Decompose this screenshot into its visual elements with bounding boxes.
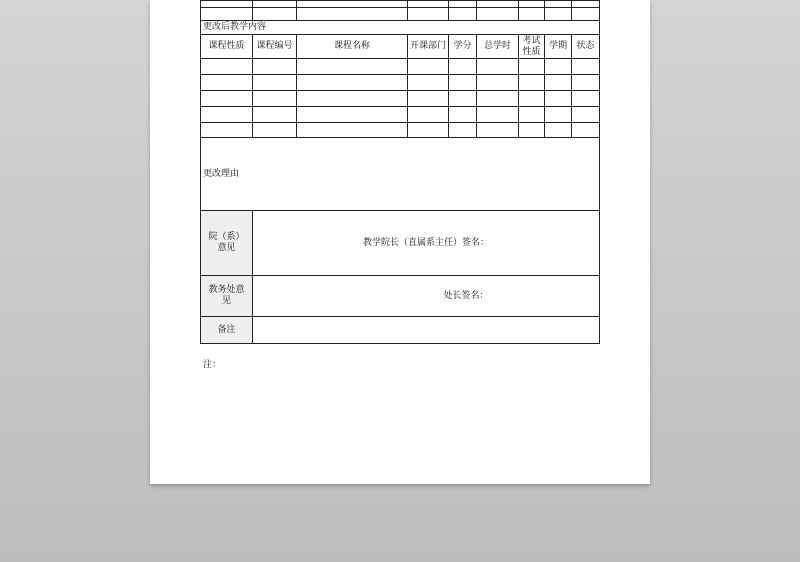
- section-title: 更改后教学内容: [201, 21, 600, 35]
- column-header: 开课部门: [408, 35, 449, 59]
- column-header: 状态: [572, 35, 600, 59]
- college-sign-label: 教学院长（直属系主任）签名：: [362, 237, 489, 248]
- college-opinion-label: 院（系）意见: [201, 211, 253, 276]
- column-header: 总学时: [477, 35, 519, 59]
- office-opinion-label: 教务处意见: [201, 276, 253, 317]
- office-opinion-field[interactable]: [253, 276, 600, 317]
- column-header: 学分: [449, 35, 477, 59]
- college-opinion-field[interactable]: [253, 211, 600, 276]
- table-row: [201, 91, 600, 107]
- column-header: 课程性质: [201, 35, 253, 59]
- change-reason-label: 更改理由: [203, 168, 240, 179]
- remarks-field[interactable]: [253, 317, 600, 344]
- table-header-row: [201, 35, 600, 59]
- table-row: [201, 1, 600, 8]
- column-header: 课程编号: [253, 35, 297, 59]
- office-sign-label: 处长签名：: [443, 290, 489, 301]
- table-row: [201, 75, 600, 91]
- remarks-label: 备注: [201, 317, 253, 344]
- column-header: 课程名称: [297, 35, 408, 59]
- change-reason-field[interactable]: [201, 138, 600, 211]
- column-header: 学期: [545, 35, 572, 59]
- table-row: [201, 59, 600, 75]
- table-row: [201, 123, 600, 138]
- table-row: [201, 107, 600, 123]
- column-header: 考试性质: [519, 35, 545, 59]
- course-change-form: [200, 0, 600, 344]
- table-row: [201, 8, 600, 21]
- footnote: 注：: [203, 360, 222, 370]
